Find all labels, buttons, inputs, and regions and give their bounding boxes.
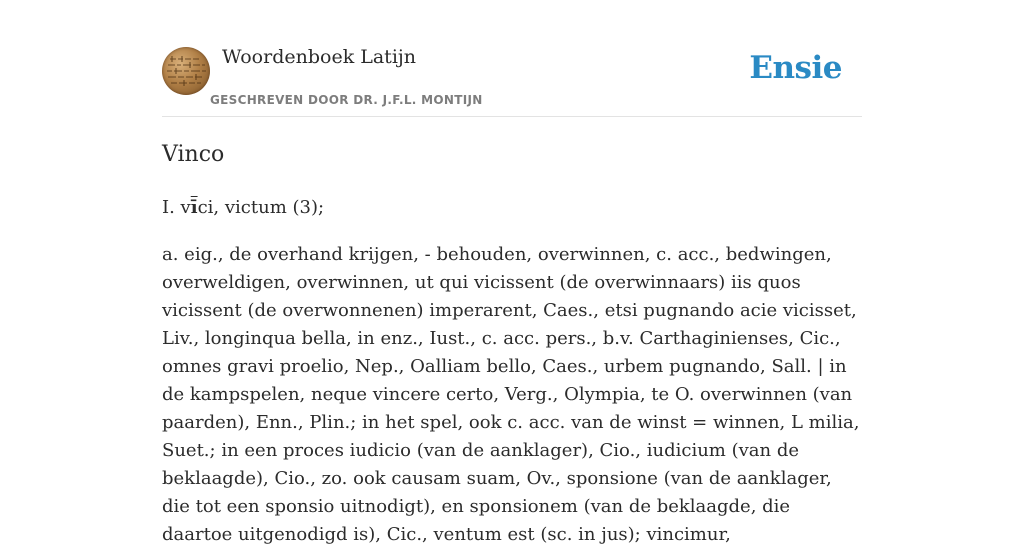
ensie-logo-link[interactable]: Ensie	[749, 50, 842, 86]
forms-suffix: ci, victum (3);	[197, 197, 325, 218]
entry-title: Vinco	[162, 142, 225, 167]
entry-content	[162, 138, 862, 549]
author-line: GESCHREVEN DOOR DR. J.F.L. MONTIJN	[210, 93, 483, 107]
forms-macron-letter: $\overline{ī}$	[190, 197, 198, 218]
entry-definition: a. eig., de overhand krijgen, - behouden, overwinnen, c. acc., bedwingen, overweldigen, overwinnen, ut qui vicissent (de overwinnaars) iis quos vicissent (de overwonnenen) imperarent, Caes., etsi pugnando acie vicisset, Liv., longinqua bella, in enz., Iust., c. acc. pers., b.v. Carthaginienses, Cic., omnes gravi proelio, Nep., Oalliam bello, Caes., urbem pugnando, Sall. | in de kampspelen, neque vincere certo, Verg., Olympia, te O. overwinnen (van paarden), Enn., Plin.; in het spel, ook c. acc. van de winst = winnen, L milia, Suet.; in een proces iudicio (van de aanklager), Cio., iudicium (van de beklaagde), Cio., zo. ook causam suam, Ov., sponsione (van de aanklager, die tot een sponsio uitnodigt), en sponsionem (van de beklaagde, die daartoe uitgenodigd is), Cic., ventum est (sc. in jus); vincimur,	[162, 244, 860, 545]
latin-inscription-coin-icon[interactable]	[162, 47, 210, 95]
site-header	[162, 40, 862, 117]
dictionary-title[interactable]: Woordenboek Latijn	[222, 46, 417, 68]
forms-prefix: I. v	[162, 197, 191, 218]
entry-forms	[162, 194, 862, 222]
